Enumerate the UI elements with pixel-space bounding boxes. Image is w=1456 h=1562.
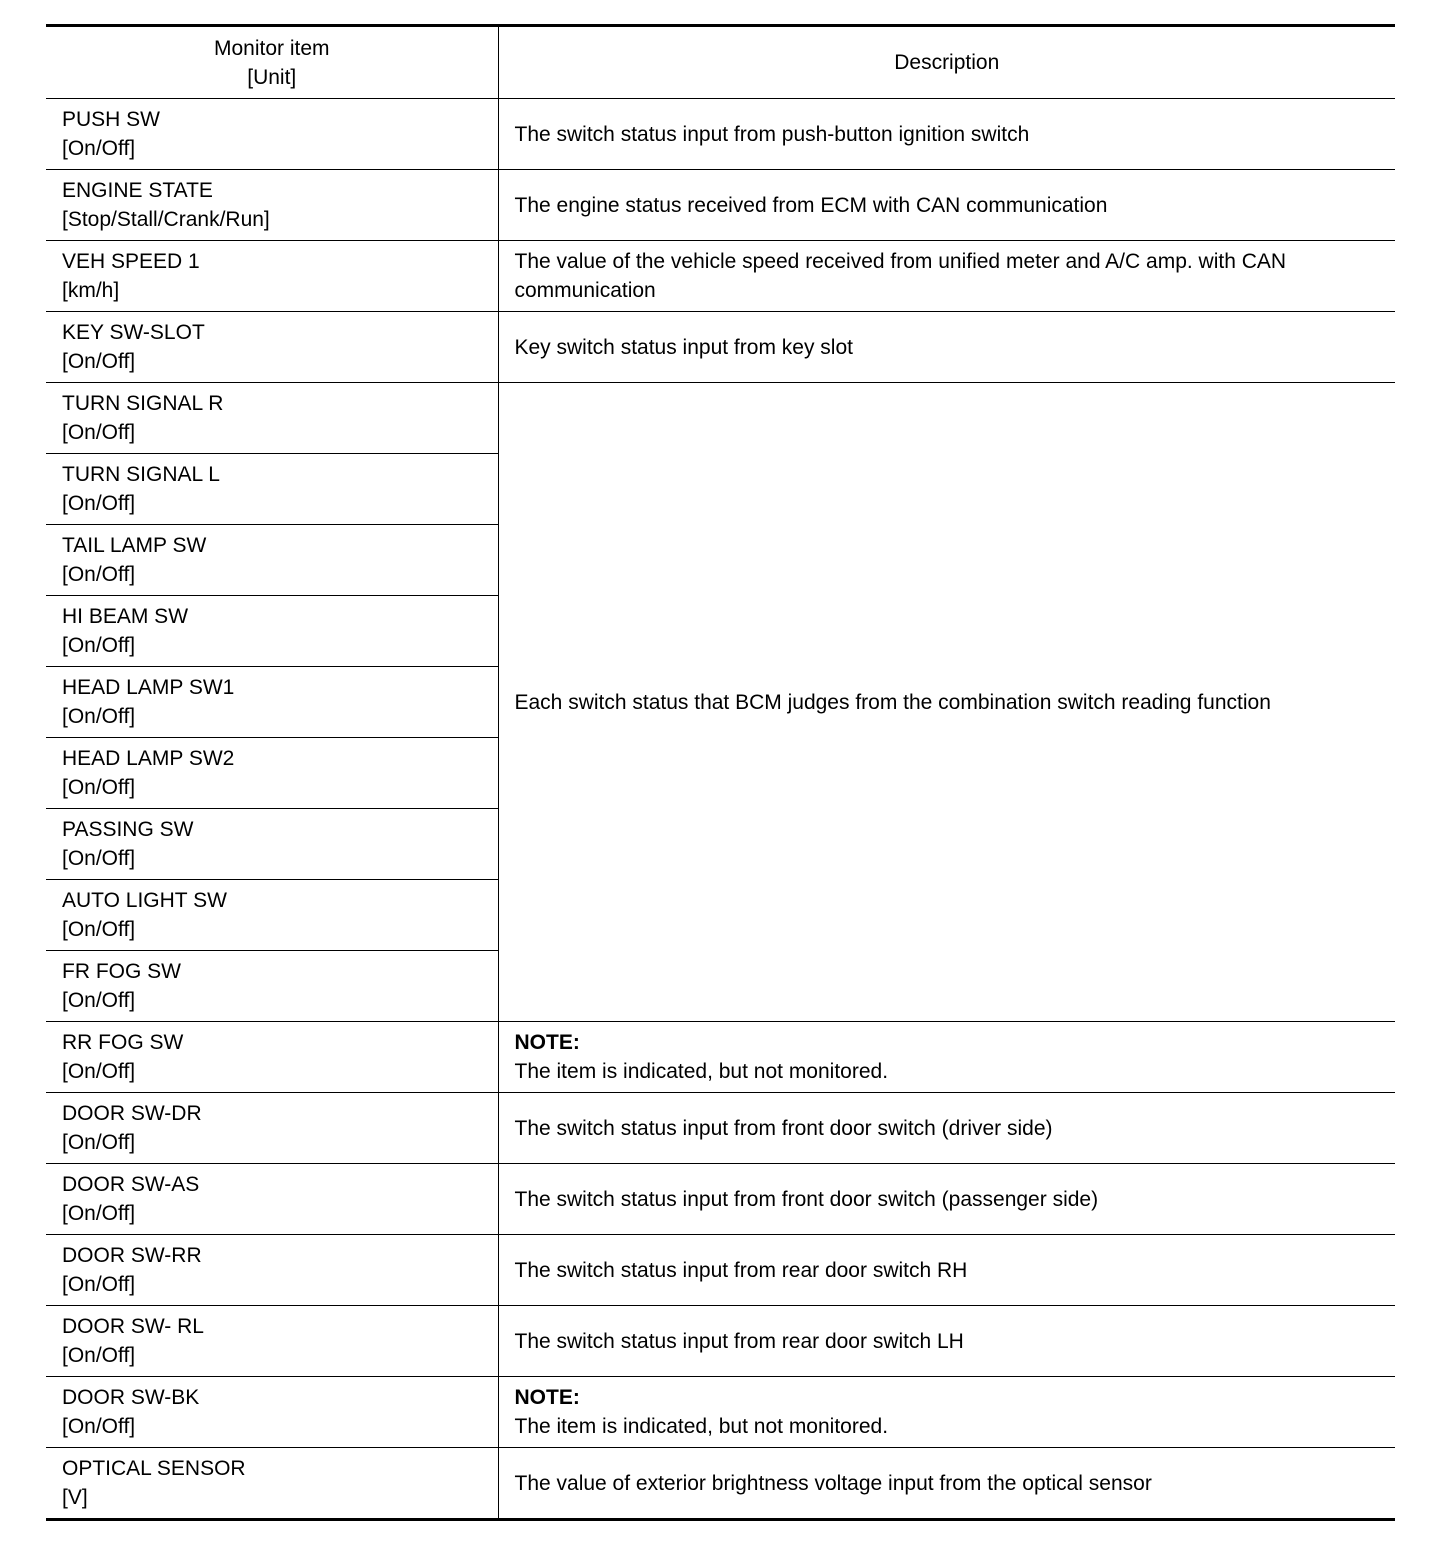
item-unit: [On/Off] (62, 1273, 136, 1296)
monitor-item-cell (46, 1022, 498, 1093)
item-name: TURN SIGNAL L (62, 463, 220, 486)
monitor-item-cell (46, 454, 498, 525)
description-cell: Key switch status input from key slot (498, 312, 1395, 383)
note-text: The item is indicated, but not monitored. (514, 1060, 889, 1083)
table-row (46, 1022, 1395, 1093)
item-unit: [On/Off] (62, 492, 136, 515)
monitor-item-cell (46, 525, 498, 596)
description-cell: The switch status input from front door switch (driver side) (498, 1093, 1395, 1164)
item-name: ENGINE STATE (62, 179, 213, 202)
item-name: DOOR SW-AS (62, 1173, 200, 1196)
item-unit: [On/Off] (62, 1060, 136, 1083)
item-unit: [On/Off] (62, 1344, 136, 1367)
table-header-row (46, 26, 1395, 99)
item-name: VEH SPEED 1 (62, 250, 200, 273)
item-unit: [On/Off] (62, 1415, 136, 1438)
item-name: DOOR SW-DR (62, 1102, 202, 1125)
note-description-cell (498, 1022, 1395, 1093)
item-unit: [km/h] (62, 279, 120, 302)
monitor-item-cell (46, 880, 498, 951)
item-unit: [On/Off] (62, 776, 136, 799)
monitor-item-cell (46, 809, 498, 880)
note-label: NOTE: (514, 1386, 580, 1409)
item-unit: [On/Off] (62, 421, 136, 444)
item-unit: [V] (62, 1486, 88, 1509)
monitor-item-cell (46, 1235, 498, 1306)
table-row (46, 312, 1395, 383)
table-row (46, 241, 1395, 312)
table-row (46, 1448, 1395, 1520)
monitor-item-cell (46, 951, 498, 1022)
item-unit: [On/Off] (62, 1131, 136, 1154)
description-cell: The switch status input from rear door switch LH (498, 1306, 1395, 1377)
monitor-item-cell (46, 99, 498, 170)
item-unit: [On/Off] (62, 705, 136, 728)
item-name: FR FOG SW (62, 960, 181, 983)
monitor-item-cell (46, 1093, 498, 1164)
item-name: HEAD LAMP SW2 (62, 747, 235, 770)
item-name: DOOR SW-RR (62, 1244, 202, 1267)
table-row (46, 1164, 1395, 1235)
monitor-item-cell (46, 1164, 498, 1235)
header-monitor-item (46, 26, 498, 99)
item-name: PUSH SW (62, 108, 161, 131)
table-row (46, 1235, 1395, 1306)
combination-switch-description-cell: Each switch status that BCM judges from the combination switch reading function (498, 383, 1395, 1022)
table-row (46, 170, 1395, 241)
item-name: PASSING SW (62, 818, 194, 841)
item-unit: [Stop/Stall/Crank/Run] (62, 208, 270, 231)
item-unit: [On/Off] (62, 350, 136, 373)
item-name: HI BEAM SW (62, 605, 189, 628)
item-name: AUTO LIGHT SW (62, 889, 227, 912)
monitor-item-cell (46, 312, 498, 383)
table-row (46, 99, 1395, 170)
monitor-item-cell (46, 738, 498, 809)
monitor-item-cell (46, 667, 498, 738)
item-name: RR FOG SW (62, 1031, 184, 1054)
monitor-item-table (46, 24, 1395, 1521)
table-row (46, 1377, 1395, 1448)
description-cell: The engine status received from ECM with CAN communication (498, 170, 1395, 241)
header-description: Description (498, 26, 1395, 99)
item-name: TAIL LAMP SW (62, 534, 207, 557)
header-item-title: Monitor item (213, 36, 330, 60)
description-cell: The value of the vehicle speed received from unified meter and A/C amp. with CAN communication (498, 241, 1395, 312)
item-unit: [On/Off] (62, 989, 136, 1012)
item-name: DOOR SW-BK (62, 1386, 200, 1409)
table-row (46, 1306, 1395, 1377)
description-cell: The switch status input from push-button ignition switch (498, 99, 1395, 170)
item-name: KEY SW-SLOT (62, 321, 205, 344)
item-name: DOOR SW- RL (62, 1315, 204, 1338)
item-name: HEAD LAMP SW1 (62, 676, 235, 699)
table-row (46, 383, 1395, 454)
monitor-item-cell (46, 1448, 498, 1520)
description-cell: The switch status input from front door switch (passenger side) (498, 1164, 1395, 1235)
note-label: NOTE: (514, 1031, 580, 1054)
description-cell: The switch status input from rear door switch RH (498, 1235, 1395, 1306)
item-unit: [On/Off] (62, 634, 136, 657)
monitor-item-cell (46, 1377, 498, 1448)
note-text: The item is indicated, but not monitored. (514, 1415, 889, 1438)
table-row (46, 1093, 1395, 1164)
item-name: TURN SIGNAL R (62, 392, 224, 415)
item-name: OPTICAL SENSOR (62, 1457, 246, 1480)
monitor-item-cell (46, 170, 498, 241)
item-unit: [On/Off] (62, 1202, 136, 1225)
monitor-item-cell (46, 1306, 498, 1377)
monitor-item-cell (46, 241, 498, 312)
description-cell: The value of exterior brightness voltage input from the optical sensor (498, 1448, 1395, 1520)
item-unit: [On/Off] (62, 918, 136, 941)
monitor-item-cell (46, 596, 498, 667)
item-unit: [On/Off] (62, 137, 136, 160)
monitor-item-cell (46, 383, 498, 454)
item-unit: [On/Off] (62, 563, 136, 586)
header-item-unit: [Unit] (247, 65, 297, 89)
note-description-cell (498, 1377, 1395, 1448)
item-unit: [On/Off] (62, 847, 136, 870)
